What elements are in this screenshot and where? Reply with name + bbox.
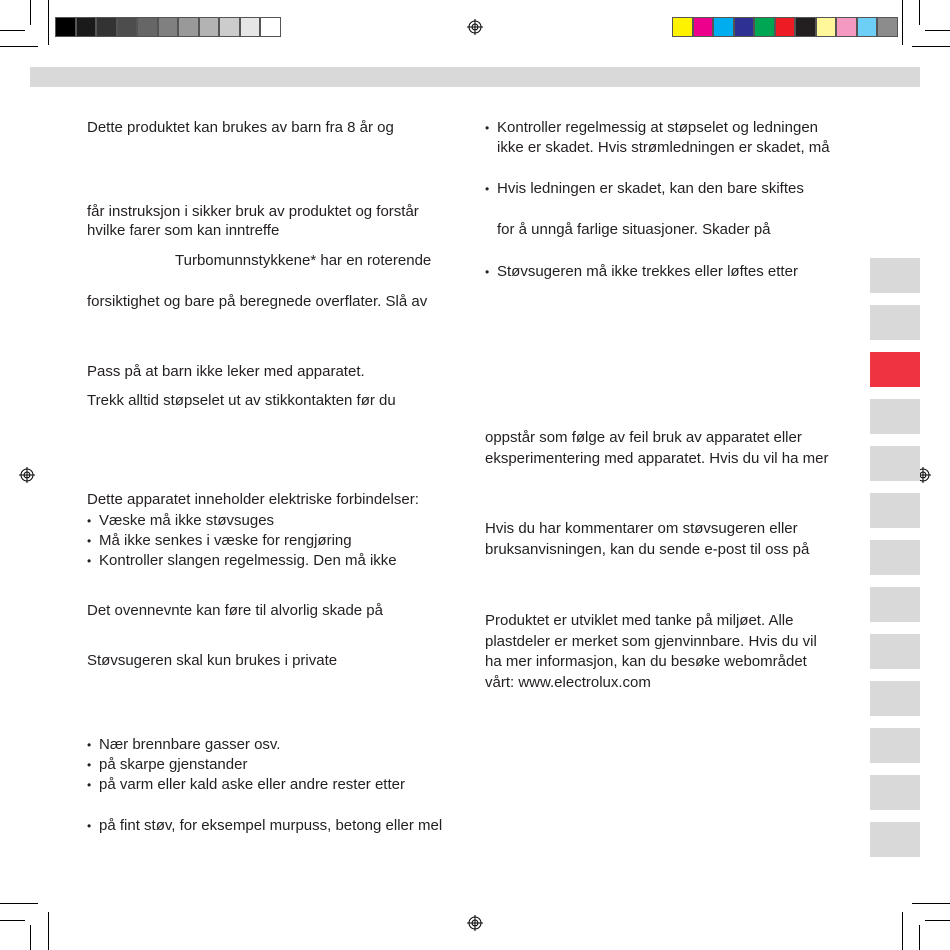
list-item: • på varm eller kald aske eller andre rester etter [87, 775, 405, 796]
left-paragraph-9: Støvsugeren skal kun brukes i private [87, 652, 338, 669]
list-item: • Må ikke senkes i væske for rengjøring [87, 531, 352, 552]
crop-mark [0, 903, 38, 904]
side-tab [870, 258, 920, 293]
right-paragraph-6-line-3: ha mer informasjon, kan du besøke webområdet [485, 653, 807, 670]
crop-mark [0, 30, 25, 31]
list-item: • på skarpe gjenstander [87, 755, 247, 776]
swatch [96, 17, 117, 37]
side-tab [870, 681, 920, 716]
swatch [55, 17, 76, 37]
crop-mark [30, 0, 31, 25]
right-line-3: for å unngå farlige situasjoner. Skader på [497, 221, 771, 238]
list-item: • Hvis ledningen er skadet, kan den bare skiftes [485, 179, 804, 200]
right-paragraph-4-line-1: oppstår som følge av feil bruk av apparatet eller [485, 429, 802, 446]
left-paragraph-5: Pass på at barn ikke leker med apparatet. [87, 363, 365, 380]
swatch [137, 17, 158, 37]
swatch [713, 17, 734, 37]
side-tab [870, 634, 920, 669]
swatch [877, 17, 898, 37]
right-paragraph-6-line-2: plastdeler er merket som gjenvinnbare. Hvis du vil [485, 633, 817, 650]
left-paragraph-7: Dette apparatet inneholder elektriske forbindelser: [87, 491, 419, 508]
right-paragraph-6-line-4: vårt: www.electrolux.com [485, 674, 651, 691]
side-tab [870, 728, 920, 763]
right-bullet-1-line-2: ikke er skadet. Hvis strømledningen er skadet, må [497, 139, 830, 156]
crop-mark [48, 912, 49, 950]
swatch [158, 17, 179, 37]
swatch [836, 17, 857, 37]
crop-mark [919, 0, 920, 25]
right-paragraph-5-line-2: bruksanvisningen, kan du sende e-post til oss på [485, 541, 810, 558]
header-bar [30, 67, 920, 87]
right-paragraph-5-line-1: Hvis du har kommentarer om støvsugeren eller [485, 520, 798, 537]
swatch [260, 17, 281, 37]
grayscale-color-bar [55, 17, 281, 37]
crop-mark [902, 912, 903, 950]
swatch [178, 17, 199, 37]
left-paragraph-8: Det ovennevnte kan føre til alvorlig skade på [87, 602, 383, 619]
left-paragraph-6: Trekk alltid støpselet ut av stikkontakten før du [87, 392, 396, 409]
swatch [693, 17, 714, 37]
crop-mark [925, 920, 950, 921]
right-paragraph-4-line-2: eksperimentering med apparatet. Hvis du vil ha mer [485, 450, 829, 467]
side-tab [870, 446, 920, 481]
side-tab [870, 775, 920, 810]
side-tab [870, 822, 920, 857]
crop-mark [30, 925, 31, 950]
swatch [857, 17, 878, 37]
swatch [219, 17, 240, 37]
crop-mark [925, 30, 950, 31]
side-tab [870, 587, 920, 622]
swatch [199, 17, 220, 37]
swatch [754, 17, 775, 37]
crop-mark [0, 46, 38, 47]
registration-mark-icon [467, 915, 483, 931]
crop-mark [902, 0, 903, 45]
right-paragraph-6-line-1: Produktet er utviklet med tanke på miljøet. Alle [485, 612, 794, 629]
list-item: • Støvsugeren må ikke trekkes eller løftes etter [485, 262, 798, 283]
side-tab-active [870, 352, 920, 387]
swatch [117, 17, 138, 37]
crop-mark [48, 0, 49, 45]
swatch [672, 17, 693, 37]
left-paragraph-1: Dette produktet kan brukes av barn fra 8 år og [87, 119, 394, 136]
side-tab [870, 540, 920, 575]
crop-mark [912, 903, 950, 904]
left-paragraph-2-line-2: hvilke farer som kan inntreffe [87, 222, 280, 239]
swatch [240, 17, 261, 37]
list-item: • Kontroller slangen regelmessig. Den må ikke [87, 551, 397, 572]
left-paragraph-3: Turbomunnstykkene* har en roterende [175, 252, 432, 269]
side-tab [870, 399, 920, 434]
list-item: • Væske må ikke støvsuges [87, 511, 274, 532]
list-item: • Kontroller regelmessig at støpselet og ledningen [485, 118, 818, 139]
left-paragraph-2-line-1: får instruksjon i sikker bruk av produktet og forstår [87, 203, 419, 220]
list-item: • på fint støv, for eksempel murpuss, betong eller mel [87, 816, 442, 837]
swatch [76, 17, 97, 37]
side-tab [870, 493, 920, 528]
list-item: • Nær brennbare gasser osv. [87, 735, 280, 756]
registration-mark-icon [467, 19, 483, 35]
swatch [795, 17, 816, 37]
process-color-bar [672, 17, 898, 37]
crop-mark [0, 920, 25, 921]
registration-mark-icon [19, 467, 35, 483]
swatch [816, 17, 837, 37]
crop-mark [912, 46, 950, 47]
side-tab [870, 305, 920, 340]
swatch [734, 17, 755, 37]
swatch [775, 17, 796, 37]
left-paragraph-4: forsiktighet og bare på beregnede overflater. Slå av [87, 293, 428, 310]
crop-mark [919, 925, 920, 950]
